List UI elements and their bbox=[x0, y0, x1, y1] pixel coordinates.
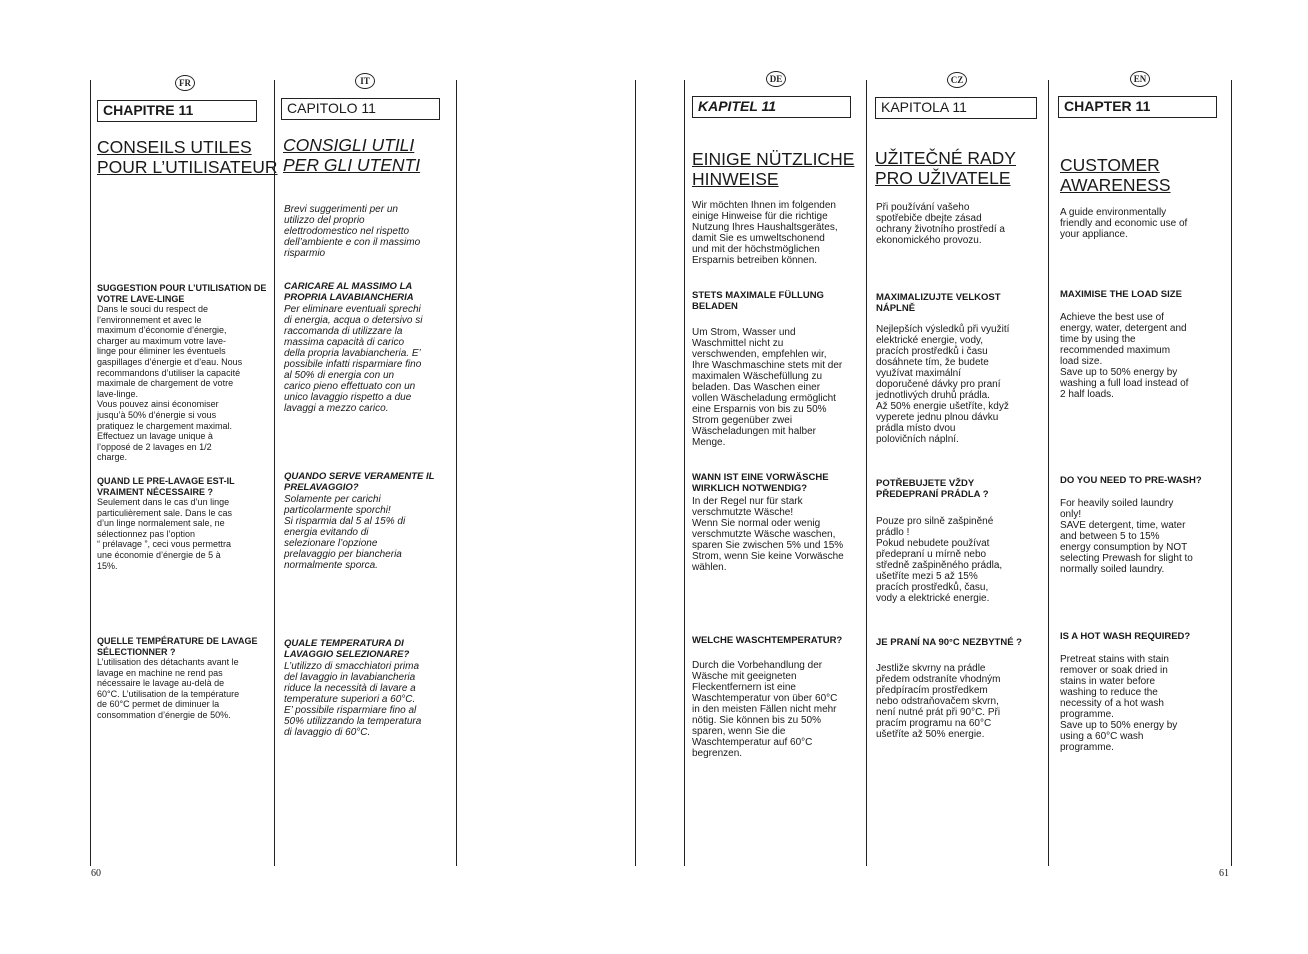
intro-de: Wir möchten Ihnen im folgenden einige Hinweise für die richtige Nutzung Ihres Haushaltsgerätes, damit Sie es umweltschonend und mit der höchstmöglichen Ersparnis betreiben können. bbox=[692, 200, 838, 266]
chapter-label-de: KAPITEL 11 bbox=[692, 96, 851, 118]
section-heading-cz-3: JE PRANÍ NA 90°C NEZBYTNÉ ? bbox=[876, 637, 1022, 648]
section-text-fr-2: Seulement dans le cas d’un linge particulièrement sale. Dans le cas d’un linge normalement sale, ne sélectionnez pas l’option “ prélavage ”, ceci vous permettra une économie d’énergie de 5 à 15%. bbox=[97, 497, 233, 571]
page-number-left: 60 bbox=[91, 868, 101, 879]
intro-cz: Při používání vašeho spotřebiče dbejte zásad ochrany životního prostředí a ekonomického provozu. bbox=[876, 202, 1005, 246]
section-text-cz-1: Nejlepších výsledků při využití elektrické energie, vody, pracích prostředků i času dosáhnete tím, že budete využívat maximální doporučené dávky pro praní jednotlivých druhů prádla. Až 50% energie ušetříte, když vyperete jednu plnou dávku prádla místo dvou polovičních náplní. bbox=[876, 324, 1010, 445]
column-divider bbox=[866, 80, 867, 866]
section-text-cz-3: Jestliže skvrny na prádle předem odstraníte vhodným předpíracím prostředkem nebo odstraňovačem skvrn, není nutné prát při 90°C. Při pracím programu na 60°C ušetříte až 50% energie. bbox=[876, 663, 1001, 740]
section-text-de-1: Um Strom, Wasser und Waschmittel nicht zu verschwenden, empfehlen wir, Ihre Waschmaschine stets mit der maximalen Wäschefüllung zu beladen. Das Waschen einer vollen Wäscheladung ermöglicht eine Ersparnis von bis zu 50% Strom gegenüber zwei Wäscheladungen mit halber Menge. bbox=[692, 327, 843, 448]
section-text-en-1: Achieve the best use of energy, water, detergent and time by using the recommended maximum load size. Save up to 50% energy by washing a full load instead of 2 half loads. bbox=[1060, 312, 1189, 400]
section-text-de-3: Durch die Vorbehandlung der Wäsche mit geeigneten Fleckentfernern ist eine Waschtemperatur von über 60°C in den meisten Fällen nicht mehr nötig. Sie können bis zu 50% sparen, wenn Sie die Waschtemperatur auf 60°C begrenzen. bbox=[692, 660, 838, 759]
section-text-it-2: Solamente per carichi particolarmente sporchi! Si risparmia dal 5 al 15% di energia evitando di selezionare l’opzione prelavaggio per biancheria normalmente sporca. bbox=[284, 494, 406, 571]
section-text-en-3: Pretreat stains with stain remover or soak dried in stains in water before washing to reduce the necessity of a hot wash programme. Save up to 50% energy by using a 60°C wash programme. bbox=[1060, 654, 1178, 753]
section-text-fr-1: Dans le souci du respect de l’environnement et avec le maximum d’économie d’énergie, charger au maximum votre lave- linge pour éliminer les éventuels gaspillages d’énergie et d’eau. Nous recommandons d’utiliser la capacité maximale de chargement de votre lave-linge. Vous pouvez ainsi économiser jusqu’à 50% d’énergie si vous pratiquez le chargement maximal. Effectuez un lavage unique à l’opposé de 2 lavages en 1/2 charge. bbox=[97, 304, 243, 463]
section-heading-de-3: WELCHE WASCHTEMPERATUR? bbox=[692, 635, 843, 646]
title-fr: CONSEILS UTILES POUR L’UTILISATEUR bbox=[97, 137, 278, 177]
section-heading-it-3: QUALE TEMPERATURA DI LAVAGGIO SELEZIONARE? bbox=[284, 638, 410, 660]
section-text-cz-2: Pouze pro silně zašpiněné prádlo ! Pokud nebudete používat předepraní u mírně nebo středně zašpiněného prádla, ušetříte mezi 5 až 15% pracích prostředků, času, vody a elektrické energie. bbox=[876, 516, 1003, 604]
section-text-it-1: Per eliminare eventuali sprechi di energia, acqua o detersivo si raccomanda di utilizzare la massima capacità di carico della propria lavabiancheria. E’ possibile infatti risparmiare fino al 50% di energia con un carico pieno effettuato con un unico lavaggio rispetto a due lavaggi a mezzo carico. bbox=[284, 304, 423, 414]
section-heading-fr-2: QUAND LE PRE-LAVAGE EST-IL VRAIMENT NÉCESSAIRE ? bbox=[97, 476, 235, 497]
column-divider bbox=[684, 80, 685, 866]
section-heading-en-3: IS A HOT WASH REQUIRED? bbox=[1060, 631, 1191, 642]
column-divider bbox=[1231, 80, 1232, 866]
section-text-de-2: In der Regel nur für stark verschmutzte Wäsche! Wenn Sie normal oder wenig verschmutzte Wäsche waschen, sparen Sie zwischen 5% und 15% Strom, wenn Sie keine Vorwäsche wählen. bbox=[692, 496, 844, 573]
section-heading-en-2: DO YOU NEED TO PRE-WASH? bbox=[1060, 475, 1202, 486]
column-divider bbox=[1048, 80, 1049, 866]
column-divider bbox=[90, 80, 91, 866]
chapter-label-it: CAPITOLO 11 bbox=[281, 98, 440, 120]
section-heading-fr-3: QUELLE TEMPÉRATURE DE LAVAGE SÉLECTIONNER ? bbox=[97, 636, 258, 657]
column-divider bbox=[274, 80, 275, 866]
title-it: CONSIGLI UTILI PER GLI UTENTI bbox=[283, 135, 421, 175]
section-heading-cz-2: POTŘEBUJETE VŽDY PŘEDEPRANÍ PRÁDLA ? bbox=[876, 478, 989, 500]
chapter-label-cz: KAPITOLA 11 bbox=[875, 97, 1037, 119]
column-divider bbox=[456, 80, 457, 866]
section-heading-en-1: MAXIMISE THE LOAD SIZE bbox=[1060, 289, 1182, 300]
section-heading-de-2: WANN IST EINE VORWÄSCHE WIRKLICH NOTWENDIG? bbox=[692, 472, 829, 494]
title-cz: UŽITEČNÉ RADY PRO UŽIVATELE bbox=[875, 148, 1016, 188]
column-divider bbox=[635, 80, 636, 866]
flag-en-icon: EN bbox=[1130, 71, 1150, 87]
chapter-label-en: CHAPTER 11 bbox=[1058, 96, 1217, 118]
intro-en: A guide environmentally friendly and economic use of your appliance. bbox=[1060, 207, 1188, 240]
section-heading-de-1: STETS MAXIMALE FÜLLUNG BELADEN bbox=[692, 290, 824, 312]
section-heading-it-2: QUANDO SERVE VERAMENTE IL PRELAVAGGIO? bbox=[284, 471, 435, 493]
chapter-label-fr: CHAPITRE 11 bbox=[97, 100, 257, 122]
section-heading-cz-1: MAXIMALIZUJTE VELKOST NÁPLNĚ bbox=[876, 292, 1001, 314]
section-heading-it-1: CARICARE AL MASSIMO LA PROPRIA LAVABIANCHERIA bbox=[284, 281, 414, 303]
section-text-fr-3: L’utilisation des détachants avant le lavage en machine ne rend pas nécessaire le lavage au-delà de 60°C. L’utilisation de la température de 60°C permet de diminuer la consommation d’énergie de 50%. bbox=[97, 657, 240, 720]
title-de: EINIGE NÜTZLICHE HINWEISE bbox=[692, 149, 855, 189]
flag-it-icon: IT bbox=[355, 73, 375, 89]
flag-cz-icon: CZ bbox=[947, 72, 967, 88]
section-heading-fr-1: SUGGESTION POUR L’UTILISATION DE VOTRE LAVE-LINGE bbox=[97, 283, 267, 304]
title-en: CUSTOMER AWARENESS bbox=[1060, 155, 1171, 195]
section-text-en-2: For heavily soiled laundry only! SAVE detergent, time, water and between 5 to 15% energy consumption by NOT selecting Prewash for slight to normally soiled laundry. bbox=[1060, 498, 1193, 575]
flag-fr-icon: FR bbox=[175, 75, 195, 91]
section-text-it-3: L’utilizzo di smacchiatori prima del lavaggio in lavabiancheria riduce la necessità di lavare a temperature superiori a 60°C. E’ possibile risparmiare fino al 50% utilizzando la temperatura di lavaggio di 60°C. bbox=[284, 661, 422, 738]
flag-de-icon: DE bbox=[766, 71, 786, 87]
page-number-right: 61 bbox=[1219, 868, 1229, 879]
intro-it: Brevi suggerimenti per un utilizzo del proprio elettrodomestico nel rispetto dell’ambiente e con il massimo risparmio bbox=[284, 204, 421, 259]
